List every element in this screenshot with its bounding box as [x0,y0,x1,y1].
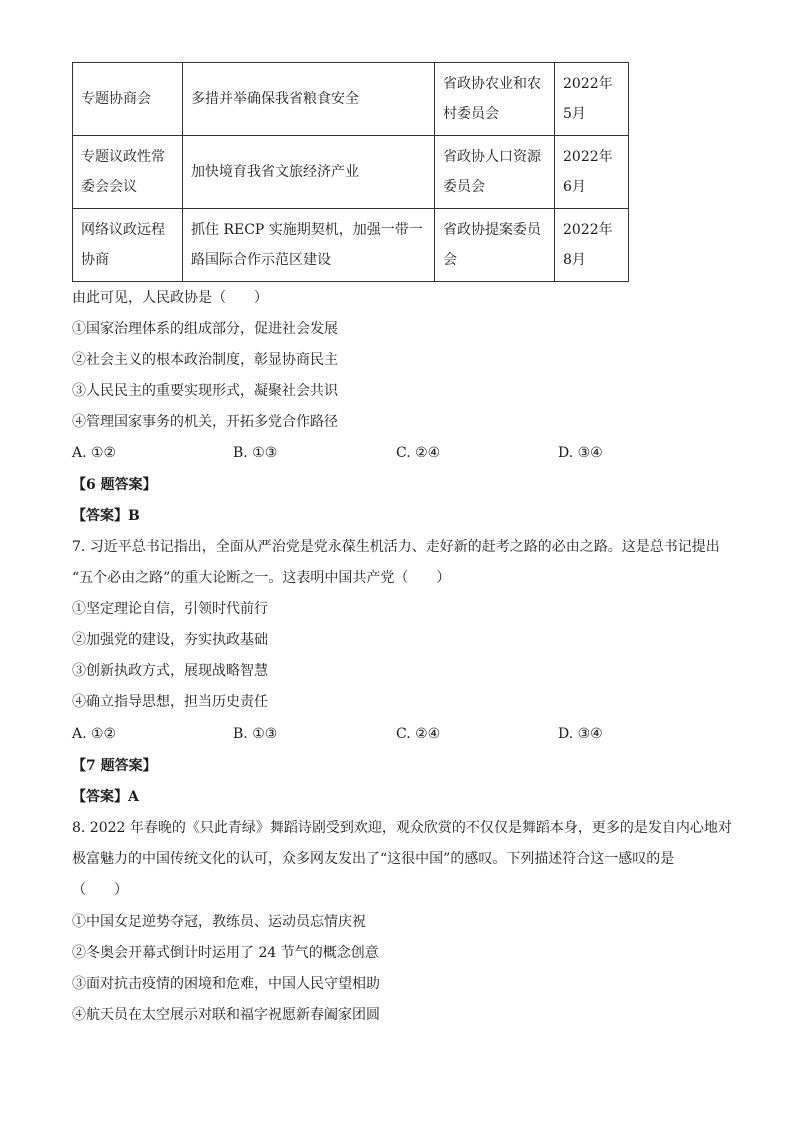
q8-stem-line-3: （ ） [72,882,128,898]
table-row [73,136,629,209]
date-month: 6月 [563,179,586,195]
table-cell-topic: 多措并举确保我省粮食安全 [183,63,435,136]
q6-answer: 【答案】B [72,508,140,524]
q6-option-a: A. ①② [72,445,117,461]
q6-item-4: ④管理国家事务的机关，开拓多党合作路径 [72,414,338,430]
q7-option-b: B. ①③ [233,726,278,742]
q7-item-3: ③创新执政方式，展现战略智慧 [72,663,268,679]
q8-item-4: ④航天员在太空展示对联和福字祝愿新春阖家团圆 [72,1007,380,1023]
q8-item-1: ①中国女足逆势夺冠，教练员、运动员忘情庆祝 [72,914,366,930]
table-cell-type: 专题议政性常委会会议 [73,136,183,209]
table-cell-topic: 抓住 RECP 实施期契机，加强一带一路国际合作示范区建设 [183,209,435,282]
q6-item-1: ①国家治理体系的组成部分，促进社会发展 [72,321,338,337]
q6-item-2: ②社会主义的根本政治制度，彰显协商民主 [72,352,338,368]
q6-stem: 由此可见，人民政协是（ ） [72,290,268,306]
table-cell-org: 省政协农业和农村委员会 [435,63,555,136]
q6-option-b: B. ①③ [233,445,278,461]
date-year: 2022年 [563,149,613,165]
q8-item-3: ③面对抗击疫情的困境和危难，中国人民守望相助 [72,976,380,992]
date-month: 5月 [563,106,586,122]
q7-item-2: ②加强党的建设，夯实执政基础 [72,632,268,648]
table-cell-date [555,63,629,136]
date-year: 2022年 [563,222,613,238]
q7-item-4: ④确立指导思想，担当历史责任 [72,694,268,710]
date-month: 8月 [563,252,586,268]
table-cell-date [555,136,629,209]
q6-option-c: C. ②④ [396,445,441,461]
q8-stem-line-1: 8. 2022 年春晚的《只此青绿》舞蹈诗剧受到欢迎，观众欣赏的不仅仅是舞蹈本身，更多的是发自内心地对 [72,820,732,836]
q7-option-c: C. ②④ [396,726,441,742]
date-year: 2022年 [563,76,613,92]
table-row [73,209,629,282]
table-cell-date [555,209,629,282]
table-cell-type: 网络议政远程协商 [73,209,183,282]
q6-options [72,443,672,463]
q8-stem-line-2: 极富魅力的中国传统文化的认可，众多网友发出了“这很中国”的感叹。下列描述符合这一感叹的是 [72,851,675,867]
q6-item-3: ③人民民主的重要实现形式，凝聚社会共识 [72,383,338,399]
q6-option-d: D. ③④ [558,445,603,461]
table-row [73,63,629,136]
q7-stem-line-1: 7. 习近平总书记指出，全面从严治党是党永葆生机活力、走好新的赶考之路的必由之路。这是总书记提出 [72,539,720,555]
consultation-table [72,62,629,282]
q7-answer-header: 【7 题答案】 [72,758,157,774]
table-cell-org: 省政协提案委员会 [435,209,555,282]
q7-option-d: D. ③④ [558,726,603,742]
q7-option-a: A. ①② [72,726,117,742]
q7-item-1: ①坚定理论自信，引领时代前行 [72,601,268,617]
q7-options [72,724,672,744]
table-cell-org: 省政协人口资源委员会 [435,136,555,209]
q7-stem-line-2: “五个必由之路”的重大论断之一。这表明中国共产党（ ） [72,570,451,586]
q8-item-2: ②冬奥会开幕式倒计时运用了 24 节气的概念创意 [72,945,379,961]
table-cell-type: 专题协商会 [73,63,183,136]
q7-answer: 【答案】A [72,789,139,805]
q6-answer-header: 【6 题答案】 [72,477,157,493]
table-cell-topic: 加快境育我省文旅经济产业 [183,136,435,209]
